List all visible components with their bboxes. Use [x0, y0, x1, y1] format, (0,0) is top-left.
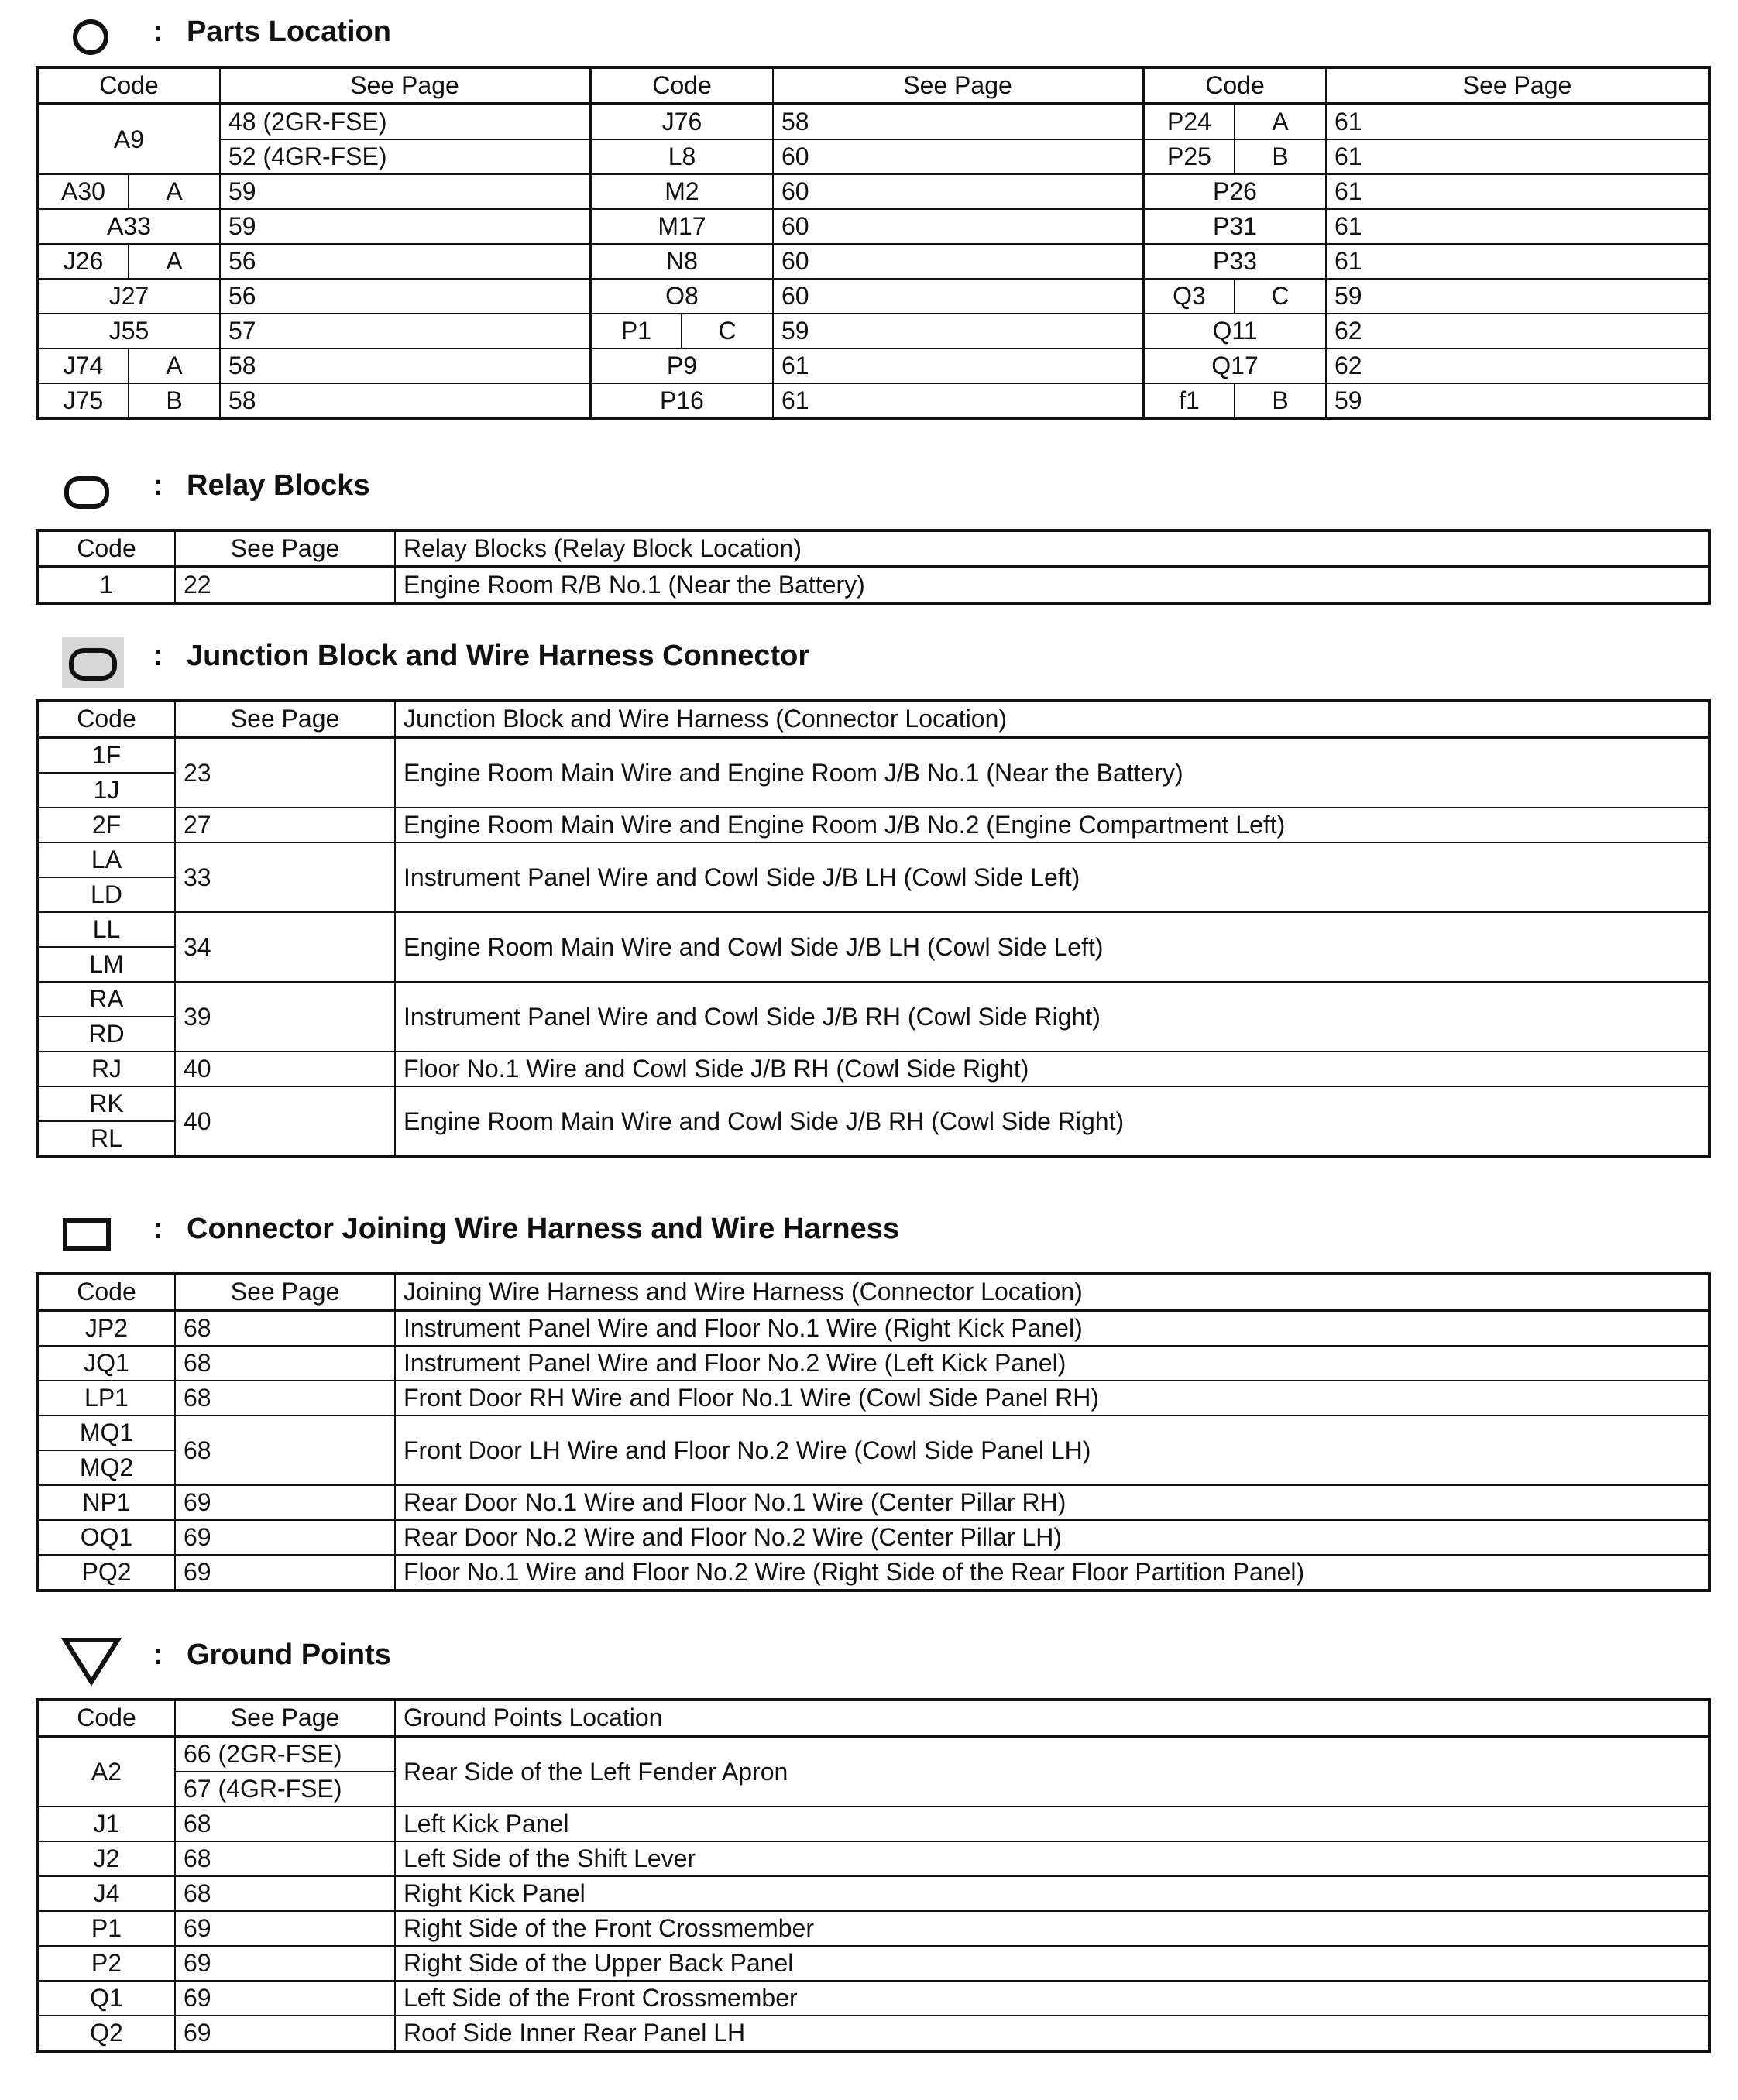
- page-cell: 58: [220, 348, 590, 383]
- page-cell: 57: [220, 314, 590, 348]
- code-cell: Q17: [1143, 348, 1326, 383]
- location-cell: Right Side of the Front Crossmember: [395, 1911, 1709, 1946]
- page-cell: 60: [773, 244, 1143, 279]
- page-cell: 22: [175, 567, 395, 603]
- page-cell: 69: [175, 1981, 395, 2016]
- page-cell: 61: [1326, 139, 1709, 174]
- location-cell: Floor No.1 Wire and Cowl Side J/B RH (Cowl Side Right): [395, 1052, 1709, 1086]
- page-cell: 68: [175, 1807, 395, 1841]
- column-header-code: Code: [37, 1700, 175, 1736]
- page-cell: 68: [175, 1310, 395, 1346]
- code-cell: Q11: [1143, 314, 1326, 348]
- table-row: [37, 1381, 1709, 1415]
- code-cell: A2: [37, 1736, 175, 1807]
- location-cell: Engine Room Main Wire and Engine Room J/B No.2 (Engine Compartment Left): [395, 808, 1709, 842]
- heading-colon: :: [153, 469, 163, 502]
- heading-colon: :: [153, 1638, 163, 1671]
- rounded-rectangle-icon: [60, 463, 130, 517]
- code-cell: P16: [590, 383, 773, 419]
- table-row: [37, 1555, 1709, 1590]
- location-cell: Rear Door No.2 Wire and Floor No.2 Wire (Center Pillar LH): [395, 1520, 1709, 1555]
- section-title: Relay Blocks: [187, 469, 370, 502]
- location-cell: Right Kick Panel: [395, 1876, 1709, 1911]
- table-row: [37, 737, 1709, 773]
- location-cell: Left Side of the Shift Lever: [395, 1841, 1709, 1876]
- page-cell: 61: [1326, 209, 1709, 244]
- column-header-see-page: See Page: [1326, 67, 1709, 104]
- code-cell: P2: [37, 1946, 175, 1981]
- code-cell: OQ1: [37, 1520, 175, 1555]
- section-title: Ground Points: [187, 1638, 391, 1671]
- page-cell: 59: [773, 314, 1143, 348]
- location-cell: Floor No.1 Wire and Floor No.2 Wire (Right Side of the Rear Floor Partition Panel): [395, 1555, 1709, 1590]
- code-cell: JQ1: [37, 1346, 175, 1381]
- page-cell: 60: [773, 279, 1143, 314]
- shaded-rounded-rectangle-icon: [60, 633, 130, 688]
- table-row: [37, 1520, 1709, 1555]
- column-header-code: Code: [37, 701, 175, 737]
- table-row: [37, 174, 1709, 209]
- page-cell: 67 (4GR-FSE): [175, 1772, 395, 1807]
- code-cell: Q2: [37, 2016, 175, 2051]
- connector-joining-table: [36, 1272, 1711, 1592]
- code-cell: J55: [37, 314, 220, 348]
- code-cell: RJ: [37, 1052, 175, 1086]
- page-cell: 62: [1326, 314, 1709, 348]
- table-row: [37, 244, 1709, 279]
- page-cell: 68: [175, 1841, 395, 1876]
- code-sub-cell: C: [682, 314, 773, 348]
- page-cell: 61: [773, 348, 1143, 383]
- location-cell: Instrument Panel Wire and Floor No.2 Wire (Left Kick Panel): [395, 1346, 1709, 1381]
- code-cell: MQ1: [37, 1415, 175, 1450]
- table-row: [37, 982, 1709, 1017]
- section-title: Junction Block and Wire Harness Connector: [187, 640, 810, 672]
- code-cell: O8: [590, 279, 773, 314]
- code-cell: LM: [37, 947, 175, 982]
- table-row: [37, 1946, 1709, 1981]
- page-cell: 59: [220, 174, 590, 209]
- parts-location-table: [36, 66, 1711, 420]
- code-sub-cell: A: [129, 174, 220, 209]
- section-title: Connector Joining Wire Harness and Wire Harness: [187, 1213, 899, 1245]
- column-header-see-page: See Page: [220, 67, 590, 104]
- location-cell: Instrument Panel Wire and Floor No.1 Wire (Right Kick Panel): [395, 1310, 1709, 1346]
- table-row: [37, 383, 1709, 419]
- code-cell: RA: [37, 982, 175, 1017]
- page-cell: 61: [1326, 244, 1709, 279]
- column-header-location: Junction Block and Wire Harness (Connector Location): [395, 701, 1709, 737]
- code-cell: 2F: [37, 808, 175, 842]
- header-row: [37, 67, 1709, 104]
- code-cell: 1F: [37, 737, 175, 773]
- code-cell: RD: [37, 1017, 175, 1052]
- heading-colon: :: [153, 1213, 163, 1245]
- relay-blocks-table: [36, 529, 1711, 605]
- code-cell: RK: [37, 1086, 175, 1121]
- page-cell: 40: [175, 1086, 395, 1157]
- code-cell: MQ2: [37, 1450, 175, 1485]
- column-header-see-page: See Page: [175, 530, 395, 567]
- location-cell: Rear Door No.1 Wire and Floor No.1 Wire (Center Pillar RH): [395, 1485, 1709, 1520]
- location-cell: Left Side of the Front Crossmember: [395, 1981, 1709, 2016]
- column-header-see-page: See Page: [175, 1274, 395, 1310]
- code-cell: L8: [590, 139, 773, 174]
- page-cell: 59: [1326, 383, 1709, 419]
- code-cell: M17: [590, 209, 773, 244]
- code-cell: P26: [1143, 174, 1326, 209]
- location-cell: Engine Room Main Wire and Cowl Side J/B LH (Cowl Side Left): [395, 912, 1709, 982]
- code-cell: A30: [37, 174, 129, 209]
- header-row: [37, 701, 1709, 737]
- header-row: [37, 530, 1709, 567]
- table-row: [37, 1346, 1709, 1381]
- code-cell: P33: [1143, 244, 1326, 279]
- table-row: [37, 1310, 1709, 1346]
- page-cell: 33: [175, 842, 395, 912]
- table-row: [37, 842, 1709, 877]
- page-cell: 34: [175, 912, 395, 982]
- code-cell: J27: [37, 279, 220, 314]
- header-row: [37, 1274, 1709, 1310]
- table-row: [37, 1086, 1709, 1121]
- location-cell: Instrument Panel Wire and Cowl Side J/B LH (Cowl Side Left): [395, 842, 1709, 912]
- code-cell: Q3: [1143, 279, 1235, 314]
- code-cell: f1: [1143, 383, 1235, 419]
- code-cell: P9: [590, 348, 773, 383]
- location-cell: Front Door LH Wire and Floor No.2 Wire (Cowl Side Panel LH): [395, 1415, 1709, 1485]
- location-cell: Right Side of the Upper Back Panel: [395, 1946, 1709, 1981]
- code-cell: RL: [37, 1121, 175, 1157]
- table-row: [37, 1052, 1709, 1086]
- column-header-see-page: See Page: [175, 1700, 395, 1736]
- page-cell: 48 (2GR-FSE): [220, 104, 590, 139]
- page-cell: 60: [773, 174, 1143, 209]
- code-cell: P24: [1143, 104, 1235, 139]
- page-cell: 23: [175, 737, 395, 808]
- code-cell: J2: [37, 1841, 175, 1876]
- code-cell: PQ2: [37, 1555, 175, 1590]
- code-sub-cell: A: [129, 244, 220, 279]
- page-cell: 58: [773, 104, 1143, 139]
- heading-colon: :: [153, 640, 163, 672]
- table-row: [37, 1485, 1709, 1520]
- page-cell: 68: [175, 1381, 395, 1415]
- table-row: [37, 1981, 1709, 2016]
- page-cell: 59: [1326, 279, 1709, 314]
- table-row: [37, 1876, 1709, 1911]
- code-sub-cell: A: [129, 348, 220, 383]
- column-header-code: Code: [590, 67, 773, 104]
- code-cell: NP1: [37, 1485, 175, 1520]
- table-row: [37, 1736, 1709, 1772]
- code-cell: LP1: [37, 1381, 175, 1415]
- table-row: [37, 348, 1709, 383]
- page-cell: 60: [773, 209, 1143, 244]
- column-header-location: Relay Blocks (Relay Block Location): [395, 530, 1709, 567]
- code-cell: LL: [37, 912, 175, 947]
- triangle-icon: [60, 1632, 130, 1687]
- column-header-code: Code: [37, 530, 175, 567]
- column-header-see-page: See Page: [773, 67, 1143, 104]
- code-sub-cell: A: [1235, 104, 1326, 139]
- page-cell: 61: [1326, 104, 1709, 139]
- page-cell: 39: [175, 982, 395, 1052]
- location-cell: Left Kick Panel: [395, 1807, 1709, 1841]
- page-cell: 56: [220, 279, 590, 314]
- code-cell: J4: [37, 1876, 175, 1911]
- table-row: [37, 104, 1709, 139]
- page-cell: 68: [175, 1346, 395, 1381]
- page-cell: 69: [175, 2016, 395, 2051]
- code-cell: J75: [37, 383, 129, 419]
- connector-joining-heading: [60, 1206, 1687, 1261]
- code-cell: M2: [590, 174, 773, 209]
- table-row: [37, 808, 1709, 842]
- code-cell: 1J: [37, 773, 175, 808]
- page-cell: 69: [175, 1520, 395, 1555]
- column-header-code: Code: [37, 67, 220, 104]
- table-row: [37, 2016, 1709, 2051]
- table-row: [37, 1807, 1709, 1841]
- page-cell: 56: [220, 244, 590, 279]
- code-cell: J26: [37, 244, 129, 279]
- column-header-code: Code: [37, 1274, 175, 1310]
- table-row: [37, 1911, 1709, 1946]
- page-cell: 69: [175, 1485, 395, 1520]
- column-header-see-page: See Page: [175, 701, 395, 737]
- table-row: [37, 567, 1709, 603]
- page-cell: 68: [175, 1876, 395, 1911]
- code-cell: P25: [1143, 139, 1235, 174]
- ground-points-heading: [60, 1632, 1687, 1687]
- page-cell: 58: [220, 383, 590, 419]
- location-cell: Roof Side Inner Rear Panel LH: [395, 2016, 1709, 2051]
- code-cell: A33: [37, 209, 220, 244]
- heading-colon: :: [153, 15, 163, 48]
- table-row: [37, 209, 1709, 244]
- code-cell: JP2: [37, 1310, 175, 1346]
- column-header-code: Code: [1143, 67, 1326, 104]
- code-sub-cell: B: [1235, 139, 1326, 174]
- code-sub-cell: B: [129, 383, 220, 419]
- column-header-location: Ground Points Location: [395, 1700, 1709, 1736]
- page-cell: 69: [175, 1555, 395, 1590]
- parts-location-heading: [60, 9, 1687, 63]
- page-cell: 69: [175, 1946, 395, 1981]
- table-row: [37, 1841, 1709, 1876]
- circle-icon: [60, 9, 130, 63]
- page-cell: 68: [175, 1415, 395, 1485]
- ground-points-table: [36, 1698, 1711, 2053]
- junction-block-heading: [60, 633, 1687, 688]
- table-row: [37, 1415, 1709, 1450]
- table-row: [37, 314, 1709, 348]
- page-cell: 40: [175, 1052, 395, 1086]
- code-cell: J1: [37, 1807, 175, 1841]
- code-cell: P1: [37, 1911, 175, 1946]
- junction-block-table: [36, 699, 1711, 1158]
- code-cell: LD: [37, 877, 175, 912]
- code-sub-cell: C: [1235, 279, 1326, 314]
- location-cell: Instrument Panel Wire and Cowl Side J/B RH (Cowl Side Right): [395, 982, 1709, 1052]
- header-row: [37, 1700, 1709, 1736]
- location-cell: Engine Room R/B No.1 (Near the Battery): [395, 567, 1709, 603]
- code-cell: P1: [590, 314, 682, 348]
- page-cell: 66 (2GR-FSE): [175, 1736, 395, 1772]
- location-cell: Front Door RH Wire and Floor No.1 Wire (Cowl Side Panel RH): [395, 1381, 1709, 1415]
- section-title: Parts Location: [187, 15, 391, 48]
- location-cell: Engine Room Main Wire and Engine Room J/B No.1 (Near the Battery): [395, 737, 1709, 808]
- location-cell: Engine Room Main Wire and Cowl Side J/B RH (Cowl Side Right): [395, 1086, 1709, 1157]
- code-cell: Q1: [37, 1981, 175, 2016]
- page-cell: 60: [773, 139, 1143, 174]
- page-cell: 62: [1326, 348, 1709, 383]
- code-cell: P31: [1143, 209, 1326, 244]
- page-cell: 61: [1326, 174, 1709, 209]
- code-sub-cell: B: [1235, 383, 1326, 419]
- relay-blocks-heading: [60, 463, 1687, 517]
- table-row: [37, 912, 1709, 947]
- code-cell: A9: [37, 104, 220, 174]
- code-cell: LA: [37, 842, 175, 877]
- page-cell: 59: [220, 209, 590, 244]
- table-row: [37, 279, 1709, 314]
- page-cell: 27: [175, 808, 395, 842]
- code-cell: 1: [37, 567, 175, 603]
- code-cell: N8: [590, 244, 773, 279]
- table-row: [37, 139, 1709, 174]
- page-cell: 52 (4GR-FSE): [220, 139, 590, 174]
- location-cell: Rear Side of the Left Fender Apron: [395, 1736, 1709, 1807]
- square-icon: [60, 1206, 130, 1261]
- column-header-location: Joining Wire Harness and Wire Harness (Connector Location): [395, 1274, 1709, 1310]
- page-cell: 61: [773, 383, 1143, 419]
- code-cell: J76: [590, 104, 773, 139]
- code-cell: J74: [37, 348, 129, 383]
- page-cell: 69: [175, 1911, 395, 1946]
